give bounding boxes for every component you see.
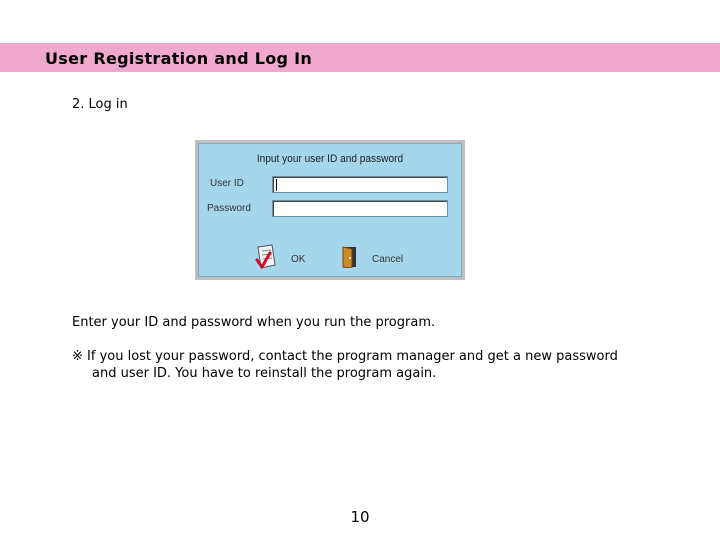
note-line: ※ If you lost your password, contact the program manager and get a new password [72,349,618,364]
cancel-button-label: Cancel [372,253,404,265]
user-id-label: User ID [210,178,244,189]
page-title: User Registration and Log In [45,49,313,68]
login-dialog [195,140,465,280]
ok-button-label: OK [291,253,306,265]
note-line: and user ID. You have to reinstall the program again. [92,366,437,381]
login-dialog-body [198,143,462,277]
header-banner [0,43,720,72]
section-heading: 2. Log in [72,97,128,112]
user-id-input[interactable] [272,176,448,193]
lost-password-note [72,348,618,382]
door-exit-icon [340,246,360,272]
text-caret [276,179,277,191]
password-input[interactable] [272,200,448,217]
instruction-text: Enter your ID and password when you run the program. [72,315,436,330]
checklist-icon [255,244,279,274]
page-number: 10 [350,508,370,526]
login-prompt: Input your user ID and password [256,153,404,165]
password-label: Password [207,203,251,214]
ok-button[interactable] [255,244,305,274]
cancel-button[interactable] [340,246,403,272]
